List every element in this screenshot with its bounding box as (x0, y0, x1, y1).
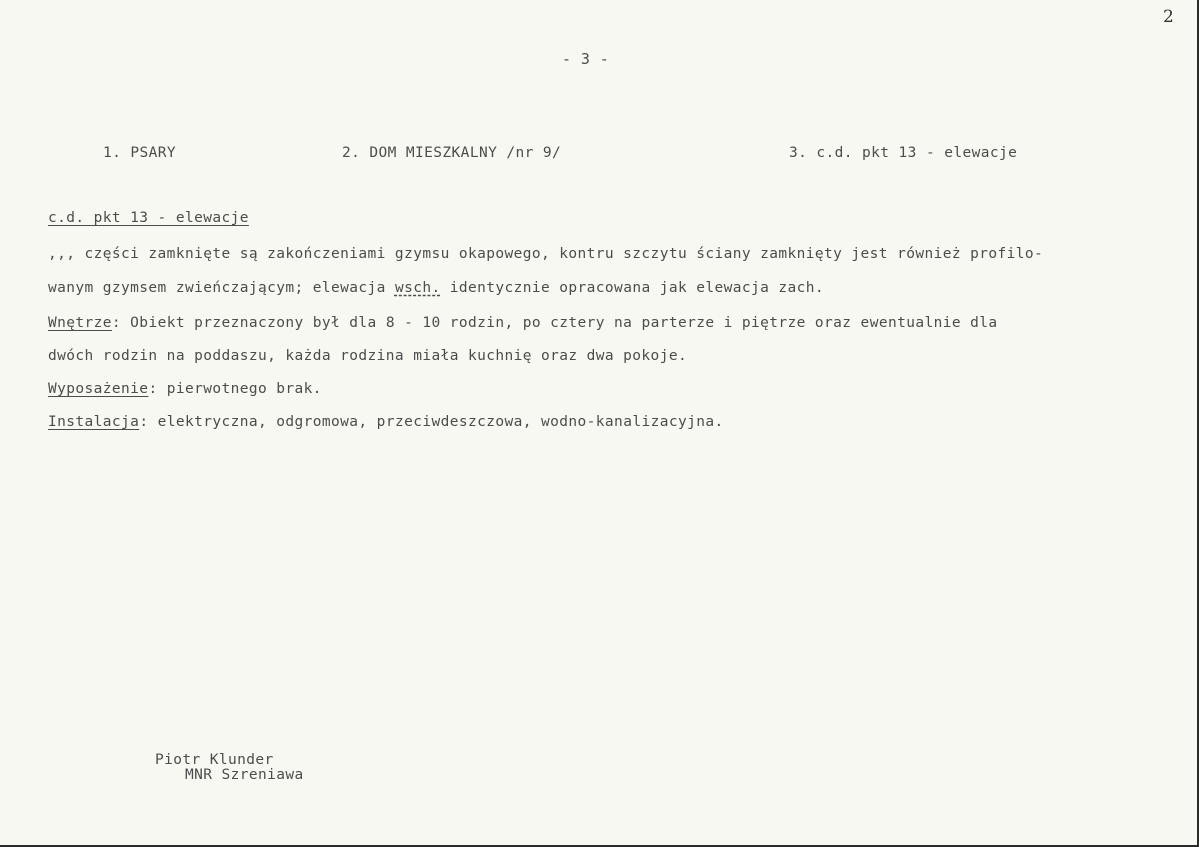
page-number: - 3 - (562, 50, 610, 68)
wyposazenie-line (48, 381, 322, 397)
wnetrze-text: : Obiekt przeznaczony był dla 8 - 10 rodzin, po cztery na parterze i piętrze oraz ewentualnie dla (111, 315, 998, 331)
body-line-2-start: wanym gzymsem zwieńczającym; elewacja (48, 280, 395, 296)
wnetrze-continuation: dwóch rodzin na poddaszu, każda rodzina miała kuchnię oraz dwa pokoje. (48, 348, 688, 364)
wyposazenie-text: : pierwotnego brak. (148, 381, 322, 397)
header-section: 3. c.d. pkt 13 - elewacje (789, 145, 1018, 161)
instalacja-text: : elektryczna, odgromowa, przeciwdeszczowa, wodno-kanalizacyjna. (139, 414, 724, 430)
instalacja-line (48, 414, 724, 430)
body-line-2-end: identycznie opracowana jak elewacja zach. (440, 280, 825, 296)
instalacja-label: Instalacja (48, 414, 140, 430)
header-location: 1. PSARY (103, 145, 177, 161)
wnetrze-line (48, 315, 998, 331)
wnetrze-label: Wnętrze (48, 315, 112, 331)
underlined-wsch: wsch. (394, 280, 441, 296)
section-title: c.d. pkt 13 - elewacje (48, 210, 249, 226)
signature-name: Piotr Klunder (155, 752, 274, 768)
header-building: 2. DOM MIESZKALNY /nr 9/ (342, 145, 562, 161)
wyposazenie-label: Wyposażenie (48, 381, 149, 397)
body-line-2 (48, 280, 824, 296)
body-line-1: ,,, części zamknięte są zakończeniami gzymsu okapowego, kontru szczytu ściany zamknięty jest również profilo- (48, 246, 1044, 262)
corner-sheet-number: 2 (1163, 7, 1174, 27)
signature-institution: MNR Szreniawa (185, 767, 304, 783)
